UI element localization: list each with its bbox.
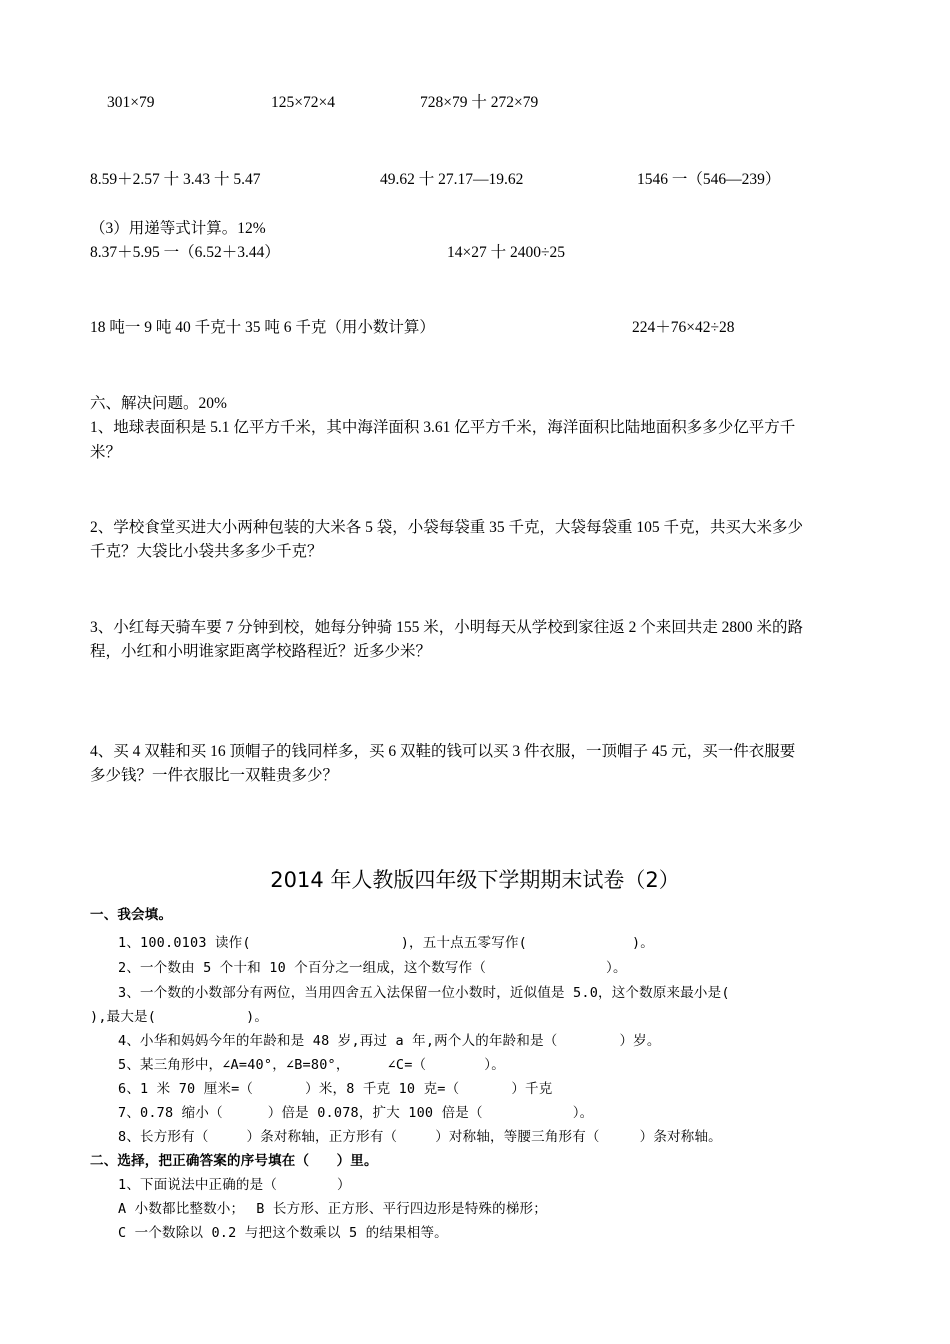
section6-heading: 六、解决问题。20% xyxy=(90,395,227,412)
problem2-line2: 千克？大袋比小袋共多多少千克？ xyxy=(90,543,323,560)
question-1 xyxy=(118,933,654,953)
calc-row3-item1: 8.37＋5.95 一（6.52＋3.44） xyxy=(90,244,280,261)
q5-text-c: ）。 xyxy=(484,1057,505,1073)
q4-text-b: ）岁。 xyxy=(619,1033,661,1049)
question-2 xyxy=(118,958,627,978)
q8-text-c: ）对称轴，等腰三角形有（ xyxy=(435,1129,600,1145)
question-8 xyxy=(118,1127,722,1147)
calc-row1-item2: 125×72×4 xyxy=(271,94,335,111)
question-5 xyxy=(118,1055,505,1075)
q6-text-c: ）千克 xyxy=(511,1081,553,1097)
problem3-line1: 3、小红每天骑车要 7 分钟到校，她每分钟骑 155 米，小明每天从学校到家往返 2 个来回共走 2800 米的路 xyxy=(90,619,804,636)
calc-row1-item1: 301×79 xyxy=(107,94,155,111)
problem1-line2: 米？ xyxy=(90,444,122,461)
problem1-line1: 1、地球表面积是 5.1 亿平方千米，其中海洋面积 3.61 亿平方千米，海洋面积比陆地面积多多少亿平方千 xyxy=(90,419,796,436)
q6-text-a: 6、1 米 70 厘米=（ xyxy=(118,1081,254,1097)
part1-heading: 一、我会填。 xyxy=(90,907,173,923)
q7-text-c: ）。 xyxy=(572,1105,594,1121)
c1-text-b: ） xyxy=(337,1177,351,1193)
q4-text-a: 4、小华和妈妈今年的年龄和是 48 岁,再过 a 年,两个人的年龄和是（ xyxy=(118,1033,558,1049)
choice-question-1 xyxy=(118,1175,351,1195)
calc-row4-item1: 18 吨一 9 吨 40 千克十 35 吨 6 千克（用小数计算） xyxy=(90,319,435,336)
part2-heading: 二、选择，把正确答案的序号填在（ ）里。 xyxy=(90,1153,378,1169)
q5-text-b: ∠C=（ xyxy=(387,1057,427,1073)
c1-option-a[interactable]: A 小数都比整数小； xyxy=(118,1201,245,1217)
calc-row1-item3: 728×79 十 272×79 xyxy=(420,94,539,111)
calc-row2-item3: 1546 一（546—239） xyxy=(637,171,781,188)
exam-title: 2014 年人教版四年级下学期期末试卷（2） xyxy=(270,868,680,892)
q7-text-a: 7、0.78 缩小（ xyxy=(118,1105,223,1121)
c1-option-b[interactable]: B 长方形、正方形、平行四边形是特殊的梯形； xyxy=(256,1201,547,1217)
choice-options-ab xyxy=(118,1199,547,1219)
question-7 xyxy=(118,1103,593,1123)
problem4-line1: 4、买 4 双鞋和买 16 顶帽子的钱同样多，买 6 双鞋的钱可以买 3 件衣服，一顶帽子 45 元，买一件衣服要 xyxy=(90,743,796,760)
q8-text-d: ）条对称轴。 xyxy=(639,1129,722,1145)
q3-text-b: )。 xyxy=(246,1009,269,1025)
q2-text-a: 2、一个数由 5 个十和 10 个百分之一组成，这个数写作（ xyxy=(118,960,487,976)
problem3-line2: 程，小红和小明谁家距离学校路程近？近多少米？ xyxy=(90,643,432,660)
q8-text-b: ）条对称轴，正方形有（ xyxy=(246,1129,398,1145)
calc-row3-item2: 14×27 十 2400÷25 xyxy=(447,244,565,261)
question-3-line1: 3、一个数的小数部分有两位，当用四舍五入法保留一位小数时，近似值是 5.0，这个数原来最小是( xyxy=(118,985,730,1001)
question-6 xyxy=(118,1079,552,1099)
c1-text-a: 1、下面说法中正确的是（ xyxy=(118,1177,278,1193)
q1-text-a: 1、100.0103 读作( xyxy=(118,935,251,951)
q6-text-b: ）米，8 千克 10 克=（ xyxy=(305,1081,460,1097)
q8-text-a: 8、长方形有（ xyxy=(118,1129,209,1145)
q2-text-b: ）。 xyxy=(606,960,627,976)
question-4 xyxy=(118,1031,661,1051)
calc-row4-item2: 224＋76×42÷28 xyxy=(632,319,735,336)
c1-option-c[interactable]: C 一个数除以 0.2 与把这个数乘以 5 的结果相等。 xyxy=(118,1225,448,1241)
q5-text-a: 5、某三角形中，∠A=40°，∠B=80°， xyxy=(118,1057,350,1073)
calc-row2-item2: 49.62 十 27.17—19.62 xyxy=(380,171,524,188)
problem2-line1: 2、学校食堂买进大小两种包装的大米各 5 袋，小袋每袋重 35 千克，大袋每袋重 105 千克，共买大米多少 xyxy=(90,519,804,536)
calc-row2-item1: 8.59＋2.57 十 3.43 十 5.47 xyxy=(90,171,261,188)
problem4-line2: 多少钱？一件衣服比一双鞋贵多少？ xyxy=(90,767,339,784)
calc-section3-heading: （3）用递等式计算。12% xyxy=(90,220,266,237)
q3-text-a: ),最大是( xyxy=(90,1009,157,1025)
q1-text-c: )。 xyxy=(631,935,655,951)
q1-text-b: )，五十点五零写作( xyxy=(400,935,527,951)
q7-text-b: ）倍是 0.078，扩大 100 倍是（ xyxy=(267,1105,483,1121)
question-3-line2 xyxy=(90,1007,268,1027)
